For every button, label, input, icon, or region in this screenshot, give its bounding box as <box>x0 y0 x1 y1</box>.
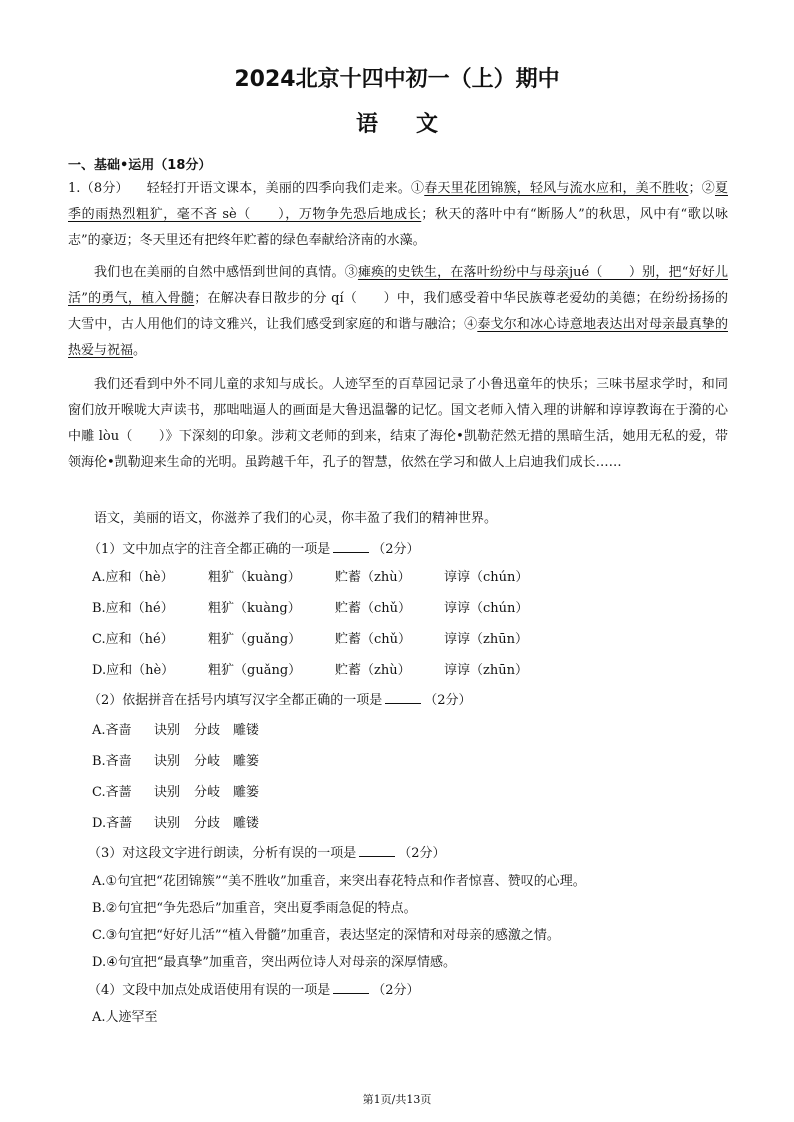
option-c-3: 分岐 <box>194 785 221 800</box>
subject-title: 语文 <box>355 112 476 137</box>
option-b-1[interactable]: B.吝啬 <box>92 754 132 769</box>
option-d-4: 雕镂 <box>233 816 260 831</box>
passage-text: 。 <box>133 343 147 358</box>
option-b-4: 雕篓 <box>233 754 260 769</box>
passage-text: ；在解决春日散步的分 qí（ ）中，我们感受着中华民族尊老爱幼的美德；在纷纷扬扬的大雪中，古人用他们的诗文雅兴，让我们感受到家庭的和谐与融洽；④ <box>68 291 728 332</box>
answer-blank[interactable] <box>333 981 369 994</box>
option-c-4: 谆谆（zhūn） <box>444 632 528 647</box>
answer-blank[interactable] <box>385 691 421 704</box>
option-a-3: 贮蓄（zhù） <box>335 570 411 585</box>
option-d-2: 粗犷（guǎng） <box>208 663 302 678</box>
underlined-sentence-1: 春天里花团锦簇，轻风与流水应和，美不胜收 <box>424 181 689 196</box>
passage-text: ；秋天的落叶中有“断肠人”的秋思，风中有“歌以咏志”的豪迈；冬天里还有把终年贮蓄的绿色奉献给济南的水藻。 <box>68 207 728 248</box>
option-c-4: 雕篓 <box>233 785 260 800</box>
option-a[interactable]: A.人迹罕至 <box>92 1010 158 1025</box>
option-b-4: 谆谆（chún） <box>444 601 529 616</box>
sub-question-1-stem: （1）文中加点字的注音全都正确的一项是 （2分） <box>88 542 420 557</box>
option-c-2: 粗犷（guǎng） <box>208 632 302 647</box>
option-a-3: 分歧 <box>194 723 221 738</box>
option-b-3: 贮蓄（chǔ） <box>335 601 412 616</box>
sub-question-3-stem: （3）对这段文字进行朗读，分析有误的一项是 （2分） <box>88 846 446 861</box>
passage-paragraph-2 <box>68 260 728 364</box>
passage-paragraph-3: 我们还看到中外不同儿童的求知与成长。人迹罕至的百草园记录了小鲁迅童年的快乐；三味书屋求学时，和同窗们放开喉咙大声读书，那咄咄逼人的画面是大鲁迅温馨的记忆。国文老师入情入理的讲解和谆谆教诲在于漪的心中雕 lòu（ ）》下深刻的印象。涉莉文老师的到来，结束了海伦•凯勒茫然无措的黑暗生活，她用无私的爱，带领海伦•凯勒迎来生命的光明。虽跨越千年，孔子的智慧，依然在学习和做人上启迪我们成长…… <box>68 377 728 470</box>
section-heading: 一、基础•运用（18分） <box>68 158 212 173</box>
option-d-4: 谆谆（zhūn） <box>444 663 528 678</box>
underlined-sentence-4: 泰戈尔和冰心诗意地表达出对母亲最真挚的热爱与祝福 <box>68 317 728 358</box>
sub-question-2-stem: （2）依据拼音在括号内填写汉字全都正确的一项是 （2分） <box>88 693 472 708</box>
option-c-1[interactable]: C.应和（hé） <box>92 632 174 647</box>
option-d-1[interactable]: D.应和（hè） <box>92 663 175 678</box>
option-d-3: 贮蓄（zhù） <box>335 663 411 678</box>
option-c-3: 贮蓄（chǔ） <box>335 632 412 647</box>
answer-blank[interactable] <box>333 540 369 553</box>
option-b-2: 诀别 <box>154 754 181 769</box>
page-number: 第1页/共13页 <box>362 1093 432 1106</box>
option-a-2: 粗犷（kuàng） <box>208 570 301 585</box>
option-d-2: 诀别 <box>154 816 181 831</box>
passage-text: 轻轻打开语文课本，美丽的四季向我们走来。① <box>146 181 425 196</box>
option-a-2: 诀别 <box>154 723 181 738</box>
exam-title: 2024北京十四中初一（上）期中 <box>234 67 560 92</box>
option-d[interactable]: D.④句宜把“最真挚”加重音，突出两位诗人对母亲的深厚情感。 <box>92 955 457 970</box>
option-c-1[interactable]: C.吝蔷 <box>92 785 132 800</box>
option-a-1[interactable]: A.应和（hè） <box>92 570 174 585</box>
answer-blank[interactable] <box>359 844 395 857</box>
passage-paragraph-1 <box>68 176 728 254</box>
option-c[interactable]: C.③句宜把“好好儿活”“植入骨髓”加重音，表达坚定的深情和对母亲的感激之情。 <box>92 928 560 943</box>
option-b-2: 粗犷（kuàng） <box>208 601 301 616</box>
underlined-sentence-3: 瘫痪的史铁生，在落叶纷纷中与母亲jué（ ）别，把“好好儿活”的勇气，植入骨髓 <box>68 265 728 306</box>
option-b-1[interactable]: B.应和（hé） <box>92 601 174 616</box>
option-b-3: 分岐 <box>194 754 221 769</box>
question-number: 1.（8分） <box>68 181 129 196</box>
option-d-3: 分歧 <box>194 816 221 831</box>
option-d-1[interactable]: D.吝蔷 <box>92 816 133 831</box>
option-a-1[interactable]: A.吝啬 <box>92 723 132 738</box>
underlined-sentence-2: 夏季的雨热烈粗犷，毫不吝 sè（ ），万物争先恐后地成长 <box>68 181 728 222</box>
option-a-4: 谆谆（chún） <box>444 570 529 585</box>
option-a[interactable]: A.①句宜把“花团锦簇”“美不胜收”加重音，来突出春花特点和作者惊喜、赞叹的心理。 <box>92 874 586 889</box>
sub-question-4-stem: （4）文段中加点处成语使用有误的一项是 （2分） <box>88 983 420 998</box>
passage-text: ；② <box>688 181 715 196</box>
option-a-4: 雕镂 <box>233 723 260 738</box>
passage-paragraph-4: 语文，美丽的语文，你滋养了我们的心灵，你丰盈了我们的精神世界。 <box>94 511 498 526</box>
option-b[interactable]: B.②句宜把“争先恐后”加重音，突出夏季雨急促的特点。 <box>92 901 417 916</box>
option-c-2: 诀别 <box>154 785 181 800</box>
passage-text: 我们也在美丽的自然中感悟到世间的真情。③ <box>94 265 358 280</box>
